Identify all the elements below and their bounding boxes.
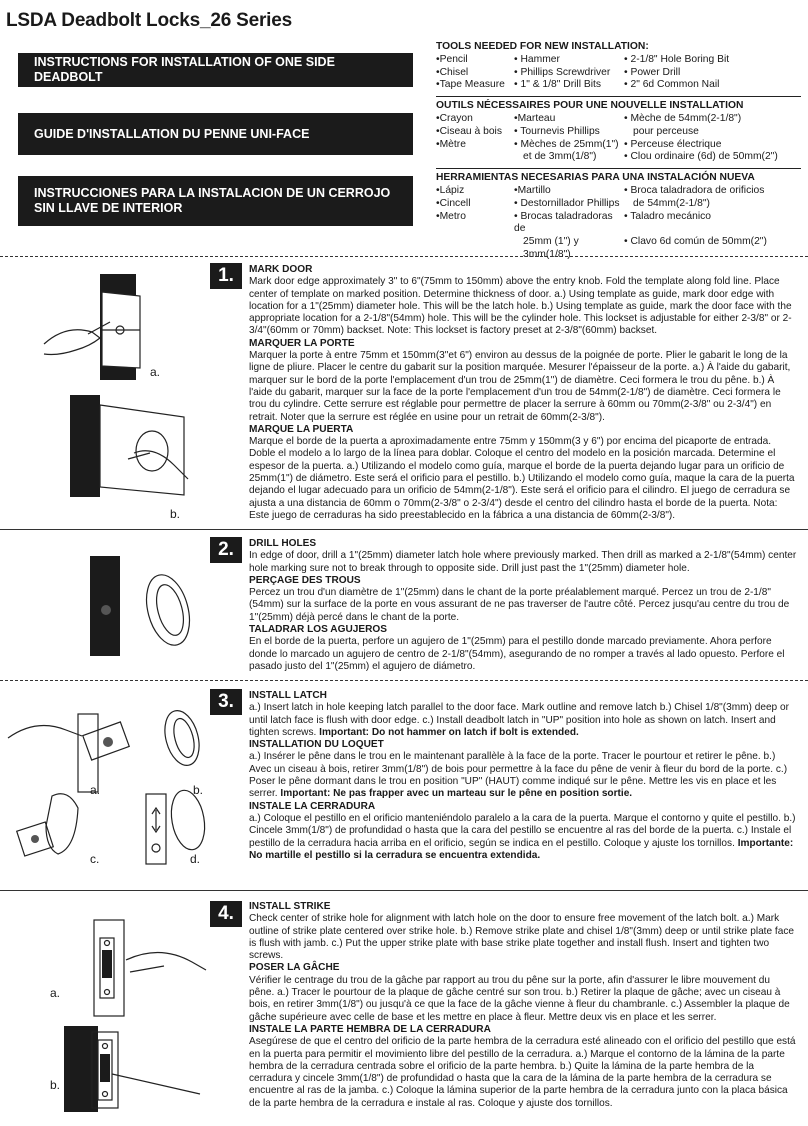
illustration-label: a.	[90, 783, 101, 797]
drill-holes-illustration	[80, 552, 200, 662]
step-heading: INSTALLATION DU LOQUET	[249, 739, 384, 751]
step-paragraph: Percez un trou d'un diamètre de 1"(25mm) dans le chant de la porte préalablement marqué. Percez un trou de 2-1/8"(54mm) sur la surface de la porte en vous assurant de ne pas traverser de l'autre côté. Percez jusqu'au centre du trou de 1"(25mm) déjà percé dans le chant de la porte.	[249, 587, 790, 623]
tools-section	[436, 41, 801, 262]
mark-door-face-illustration	[64, 387, 192, 502]
step-warning: Important: Do not hammer on latch if bolt is extended.	[319, 726, 579, 738]
tool-item: • Clavo 6d común de 50mm(2")	[624, 236, 767, 248]
step-text: a.) Insert latch in hole keeping latch parallel to the door face. Mark outline and remove latch b.) Chisel 1/8"(3mm) deep or until latch face is flush with door edge. c.) Install deadbolt latch in "UP" position into hole as shown on latch. Insert and tighten screws.	[249, 702, 789, 738]
step-heading: PERÇAGE DES TROUS	[249, 574, 361, 586]
illustration-label: b.	[193, 783, 204, 797]
tool-item: •Ciseau à bois	[436, 125, 502, 137]
tool-item: • Destornillador Phillips	[514, 197, 620, 209]
banner-french: GUIDE D'INSTALLATION DU PENNE UNI-FACE	[18, 113, 413, 155]
tools-heading-fr: OUTILS NÉCESSAIRES POUR UNE NOUVELLE INSTALLATION	[436, 100, 744, 112]
step-heading: TALADRAR LOS AGUJEROS	[249, 624, 387, 636]
step-paragraph: En el borde de la puerta, perfore un agujero de 1"(25mm) para el pestillo donde marcado previamente. Ahora perfore donde lo marcado un agujero de centro de 2-1/8"(54mm), asegurando de no romper a través al lado opuesto. Perfore el pasado justo del 1"(25mm) el agujero de diámetro.	[249, 636, 785, 672]
step-paragraph: In edge of door, drill a 1"(25mm) diameter latch hole where previously marked. Then drill as marked a 2-1/8"(54mm) center hole marking sure not to break through to opposite side. Drill just past the 1"(25mm) diameter hole.	[249, 550, 797, 574]
step-heading: POSER LA GÂCHE	[249, 962, 340, 974]
banner-english: INSTRUCTIONS FOR INSTALLATION OF ONE SIDE DEADBOLT	[18, 53, 413, 87]
divider	[436, 96, 801, 97]
tools-list-en	[436, 54, 801, 92]
tool-item: • 2-1/8" Hole Boring Bit	[624, 53, 730, 65]
mark-strike-illustration	[60, 910, 210, 1020]
step-4-text	[249, 901, 797, 1110]
install-strike-illustration	[60, 1020, 210, 1116]
illustration-label: b.	[170, 507, 181, 521]
tool-item: • Mèche de 54mm(2-1/8")	[624, 112, 742, 124]
step-2-text	[249, 538, 797, 673]
step-paragraph: Asegúrese de que el centro del orificio de la parte hembra de la cerradura esté alineado con el orificio del pestillo que está en la puerta para permitir el movimiento libre del pestillo de la cerradura. a.) Marque el contorno de la lámina de la parte hembra de la cerradura centrada sobre el orificio de la parte hembra. b.) Quite la lámina de la parte hembra de la cerradura y cincele 3mm(1/8") de profundidad o hasta que la cara de la lámina de la parte hembra de la cerradura se encuentre al ras de la jamba. c.) Coloque la lámina superior de la parte hembra de la cerradura junto con la placa básica de la parte hembra de la cerradura e instale al ras. Coloque y ajuste dos tornillos.	[249, 1036, 796, 1109]
step-paragraph: Check center of strike hole for alignment with latch hole on the door to ensure free movement of the latch bolt. a.) Mark outline of strike plate centered over strike hole. b.) Remove strike plate and chisel 1/8"(3mm) deep or until strike plate face is flush with jamb. c.) Put the upper strike plate with base strike plate together and install flush. Insert and tighten two screws.	[249, 913, 794, 962]
step-paragraph: Vérifier le centrage du trou de la gâche par rapport au trou du pêne sur la porte, afin d'assurer le libre mouvement du pêne. a.) Tracer le pourtour de la plaque de gâche centré sur son trou. b.) Retirer la plaque de gâche; avec un ciseau à bois, en retirer 3mm(1/8") ou jusqu'à ce que la face de la gâche vienne à fleur du chambranle. c.) Assembler la plaque de gâche supérieure avec celle de base et les mettre en place à fleur. Mettre deux vis en place et les serrer.	[249, 974, 790, 1023]
tool-item: •Lápiz	[436, 184, 465, 196]
step-heading: DRILL HOLES	[249, 538, 317, 549]
tool-item: pour perceuse	[633, 125, 699, 137]
tool-item: •Metro	[436, 210, 466, 222]
tool-item: •Tape Measure	[436, 79, 505, 91]
step-number-4: 4.	[210, 901, 242, 927]
step-heading: INSTALL LATCH	[249, 690, 327, 701]
step-heading: MARK DOOR	[249, 264, 313, 275]
tool-item: • Perceuse électrique	[624, 138, 722, 150]
document-title: LSDA Deadbolt Locks_26 Series	[6, 10, 292, 31]
step-number-3: 3.	[210, 689, 242, 715]
illustration-label: b.	[50, 1078, 61, 1092]
tool-item: • 2" 6d Common Nail	[624, 79, 720, 91]
cut-line	[0, 256, 808, 257]
tool-item: •Crayon	[436, 112, 473, 124]
tool-item	[436, 236, 514, 262]
section-divider	[0, 529, 808, 530]
illustration-label: d.	[190, 852, 201, 866]
section-divider	[0, 890, 808, 891]
illustration-label: c.	[90, 852, 100, 866]
tool-item: 25mm (1") y 3mm(1/8")	[523, 236, 579, 260]
tool-item: •Marteau	[514, 112, 556, 124]
step-number-2: 2.	[210, 537, 242, 563]
tools-heading-es: HERRAMIENTAS NECESARIAS PARA UNA INSTALACIÓN NUEVA	[436, 172, 755, 184]
tool-item: •Martillo	[514, 184, 551, 196]
tool-item: • Mèches de 25mm(1")	[514, 138, 619, 150]
step-paragraph	[249, 702, 797, 739]
step-heading: MARQUER LA PORTE	[249, 337, 355, 349]
tool-item: •Pencil	[436, 53, 468, 65]
divider	[436, 168, 801, 169]
tools-list-fr	[436, 113, 801, 164]
step-paragraph: Mark door edge approximately 3" to 6"(75mm to 150mm) above the entry knob. Fold the template along fold line. Place center of template on marked position. Determine thickness of door. a.) Using template as guide, mark door edge with location for a 1"(25mm) diameter hole. This will be the latch hole. b.) Using template as guide, mark the door face with the appropriate location for a 2-1/8"(54mm) hole. This will be the cylinder hole. This lockset is adjustable for either 2-3/8" or 2-3/4"(60mm or 70mm) backset. Note: This lockset is factory preset at 2-3/8"(60mm) backset.	[249, 276, 792, 337]
step-1-text	[249, 264, 797, 522]
tool-item: • Taladro mecánico	[624, 210, 711, 222]
tool-item: • Hammer	[514, 53, 560, 65]
tool-item: • Phillips Screwdriver	[514, 66, 611, 78]
step-3-text	[249, 690, 797, 862]
step-paragraph: Marque el borde de la puerta a aproximadamente entre 75mm y 150mm(3 y 6") por encima del picaporte de entrada. Doble el modelo a lo largo de la línea para doblar. Coloque el centro del modelo en la posición marcada. Determine el espesor de la puerta. a.) Utilizando el modelo como guía, marque el borde de la puerta dejando lugar para un orificio de 25mm(1") de diámetro. Este será el orificio para el pestillo. b.) Utilizando el modelo como guía, maque la cara de la puerta dejando el lugar adecuado para un orificio de 54mm(2-1/8"). Este será el orificio para el cilindro. El juego de cerradura se ajusta a una distancia de 60mm o 70mm(2-3/8" o 2-3/4") desde el centro del cilindro hasta el borde de la puerta. Nota: Este juego de cerraduras ha sido preestablecido en la fábrica a una distancia de 60mm(2-3/8").	[249, 436, 795, 521]
install-latch-illustration	[6, 698, 216, 868]
tool-item: • 1" & 1/8" Drill Bits	[514, 79, 602, 91]
step-heading: INSTALE LA PARTE HEMBRA DE LA CERRADURA	[249, 1023, 491, 1035]
illustration-label: a.	[150, 365, 161, 379]
tool-item: et de 3mm(1/8")	[523, 151, 597, 163]
cut-line	[0, 680, 808, 681]
tool-item: de 54mm(2-1/8")	[633, 197, 710, 209]
step-paragraph	[249, 813, 797, 862]
illustration-label: a.	[50, 986, 61, 1000]
tool-item: • Brocas taladradoras de	[514, 210, 613, 235]
tool-item: •Mètre	[436, 138, 466, 150]
step-text: a.) Coloque el pestillo en el orificio manteniéndolo paralelo a la cara de la puerta. Marque el contorno y quite el pestillo. b.) Cincele 3mm(1/8") de profundidad o hasta que la cara del pestillo se encuentre al ras del borde de la puerta. c.) Instale el pestillo de la cerradura hacia arriba en el orificio, según se indica en el pestillo. Coloque y ajuste los tornillos.	[249, 812, 796, 849]
tool-item: • Power Drill	[624, 66, 681, 78]
step-number-1: 1.	[210, 263, 242, 289]
step-heading: INSTALL STRIKE	[249, 901, 331, 912]
step-paragraph	[249, 751, 797, 800]
tools-list-es	[436, 185, 801, 262]
tool-item: •Chisel	[436, 66, 469, 78]
step-paragraph: Marquer la porte à entre 75mm et 150mm(3"et 6") environ au dessus de la poignée de porte. Plier le gabarit le long de la ligne de pliure. Placer le centre du gabarit sur la position marquée. Mesurer l'épaisseur de la porte. a.) À l'aide du gabarit, marquer sur le bord de la porte l'emplacement d'un trou de 25mm(1") de diamètre. Ceci formera le trou du pêne. b.) À l'aide du gabarit, marquer sur la face de la porte l'emplacement d'un trou de 54mm(2-1/8") de diamètre. Ceci formera le trou du cylindre. Cette serrure est réglable pour permettre de placer la serrure à 60mm ou 70mm(2-3/8" ou 2-3/4") en retrait. Noter que la serrure est réglée en usine pour un retrait de 60mm(2-3/8").	[249, 350, 791, 423]
step-heading: MARQUE LA PUERTA	[249, 423, 354, 435]
tool-item: •Cincell	[436, 197, 471, 209]
tool-item: • Clou ordinaire (6d) de 50mm(2")	[624, 151, 778, 163]
mark-door-edge-illustration	[40, 272, 160, 382]
banner-spanish: INSTRUCCIONES PARA LA INSTALACION DE UN CERROJO SIN LLAVE DE INTERIOR	[18, 176, 413, 226]
tool-item: • Tournevis Phillips	[514, 125, 600, 137]
step-heading: INSTALE LA CERRADURA	[249, 800, 376, 812]
tools-heading-en: TOOLS NEEDED FOR NEW INSTALLATION:	[436, 41, 649, 52]
tool-item	[436, 151, 514, 164]
step-text: a.) Insérer le pêne dans le trou en le maintenant parallèle à la face de la porte. Tracer le pourtour et retirer le pêne. b.) Avec un ciseau à bois, retirer 3mm(1/8") de bois pour permettre à la face du pêne de venir à fleur du bord de la porte. c.) Poser le pêne dormant dans le trou en position "UP" (HAUT) comme indiqué sur le pêne. Mettre les vis en place et les serrer.	[249, 751, 788, 800]
step-warning: Importante: No martille el pestillo si la cerradura se encuentra extendida.	[249, 837, 794, 861]
step-warning: Important: Ne pas frapper avec un marteau sur le pêne en position sortie.	[280, 788, 633, 800]
tool-item: • Broca taladradora de orificios	[624, 184, 765, 196]
